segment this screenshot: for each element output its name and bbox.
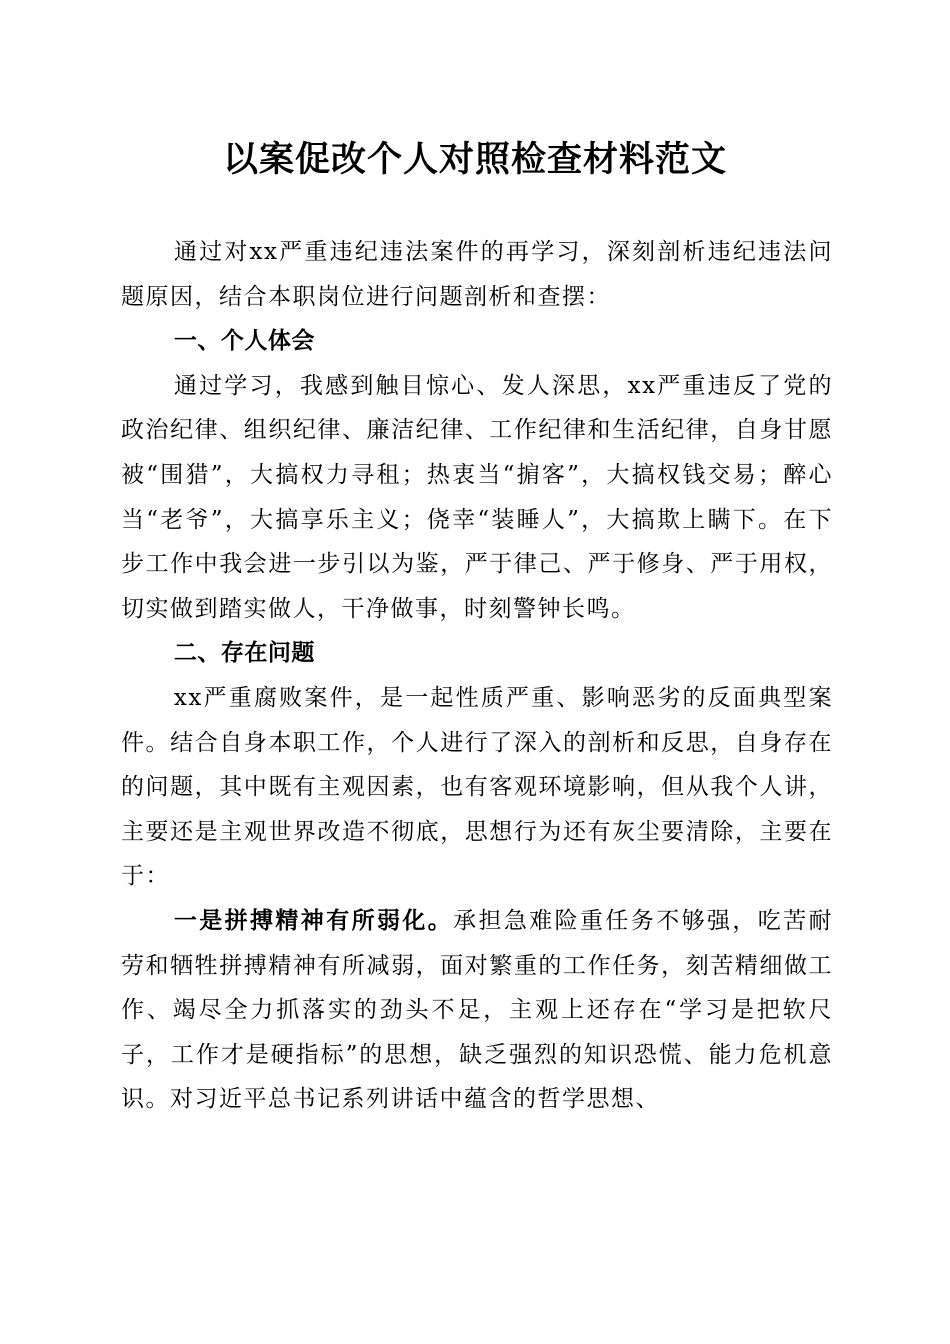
- section-heading-existing-problems: 二、存在问题: [173, 640, 315, 667]
- document-title: 以案促改个人对照检查材料范文: [222, 139, 727, 180]
- problem-point-1-text: 承担急难险重任务不够强，吃苦耐劳和牺牲拼搏精神有所减弱，面对繁重的工作任务，刻苦精细做工作、竭尽全力抓落实的劲头不足，主观上还存在“学习是把软尺子，工作才是硬指标”的思想，缺乏强烈的知识恐慌、能力危机意识。对习近平总书记系列讲话中蕴含的哲学思想、: [121, 907, 834, 1113]
- section-paragraph-existing-problems: xx严重腐败案件，是一起性质严重、影响恶劣的反面典型案件。结合自身本职工作，个人进行了深入的剖析和反思，自身存在的问题，其中既有主观因素，也有客观环境影响，但从我个人讲，主要还是主观世界改造不彻底，思想行为还有灰尘要清除，主要在于：: [121, 684, 833, 890]
- problem-point-1-lead: 一是拼搏精神有所弱化。: [173, 906, 454, 934]
- problem-point-1: [121, 899, 833, 1122]
- section-paragraph-personal-experience: 通过学习，我感到触目惊心、发人深思，xx严重违反了党的政治纪律、组织纪律、廉洁纪律、工作纪律和生活纪律，自身甘愿被“围猎”，大搞权力寻租；热衷当“掮客”，大搞权钱交易；醉心当“老爷”，大搞享乐主义；侥幸“装睡人”，大搞欺上瞒下。在下步工作中我会进一步引以为鉴，严于律己、严于修身、严于用权，切实做到踏实做人，干净做事，时刻警钟长鸣。: [121, 372, 833, 622]
- document-body: [121, 230, 833, 1122]
- intro-paragraph: 通过对xx严重违纪违法案件的再学习，深刻剖析违纪违法问题原因，结合本职岗位进行问题剖析和查摆：: [121, 239, 833, 310]
- section-heading-personal-experience: 一、个人体会: [173, 328, 315, 355]
